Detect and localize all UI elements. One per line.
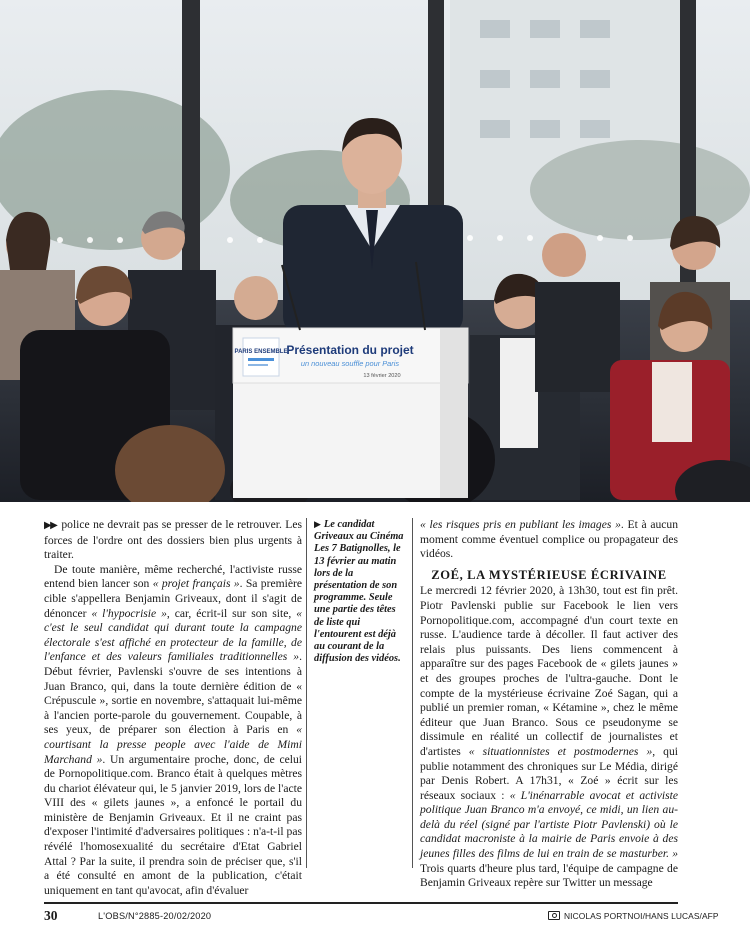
column-divider [412, 518, 413, 868]
paragraph: ▶▶ police ne devrait pas se presser de le retrouver. Les forces de l'ordre ont des dossiers bien plus urgents à traiter. [44, 518, 302, 562]
footer-rule [44, 902, 678, 904]
page-number: 30 [44, 908, 58, 923]
camera-icon [548, 911, 560, 920]
lectern-logo: PARIS ENSEMBLE [234, 349, 288, 355]
article-column-3 [420, 518, 678, 891]
photo-caption: ▶ Le candidat Griveaux au Cinéma Les 7 Batignolles, le 13 février au matin lors de la présentation de son programme. Seule une partie des têtes de liste qui l'entourent est déjà au courant de la diffusion des vidéos. [314, 519, 404, 665]
paragraph: Le mercredi 12 février 2020, à 13h30, tout est fin prêt. Piotr Pavlenski publie sur Facebook le lien vers Pornopolitique.com, accompagné d'un court texte en russe. L'audience tarde à décoller. Il faut activer des relais plus puissants. Des liens commencent à apparaître sur des pages Facebook de « gilets jaunes » et des groupes proches de l'ultra-gauche. Dont le compte de la mystérieuse écrivaine Zoé Sagan, qui a publié un premier roman, « Kétamine », chez le même éditeur que Juan Branco. Sous ce pseudonyme se dissimule en réalité un collectif de journalistes et d'artistes « situationnistes et postmodernes », qui publie notamment des chroniques sur Le Média, dirigé par Denis Robert. A 17h31, « Zoé » écrit sur les réseaux sociaux : « L'inénarrable avocat et activiste politique Juan Branco m'a envoyé, ce midi, un lien au-delà du réel (signé par l'artiste Piotr Pavlenski) où le candidat macroniste à la mairie de Paris envoie à des jeunes filles des films de lui en train de se masturber. » Trois quarts d'heure plus tard, l'équipe de campagne de Benjamin Griveaux repère sur Twitter un message [420, 584, 678, 890]
paragraph: De toute manière, même recherché, l'activiste russe entend bien lancer son « projet français ». Sa première cible s'appellera Benjamin Griveaux, dont il s'agit de dénoncer « l'hypocrisie », car, écrit-il sur son site, « c'est le seul candidat qui durant toute la campagne électorale s'est affiché en protecteur de la famille, de l'enfance et des valeurs familiales traditionnelles ». Début février, Pavlenski s'ouvre de ses intentions à Juan Branco, qui, dans la toute dernière édition de « Crépuscule », sortie en novembre, s'attaquait lui-même à l'ancien porte-parole du gouvernement. Coupable, à ses yeux, de préparer son élection à Paris en « courtisant la presse people avec l'aide de Mimi Marchand ». Un argumentaire proche, donc, de celui de Pornopolitique.com. Branco était à quelques mètres du chariot élévateur qui, le 5 janvier 2019, lors de l'acte VIII des « gilets jaunes », a enfoncé le portail du ministère de Benjamin Griveaux. Et il ne craint pas d'exposer l'intimité d'adversaires politiques : n'a-t-il pas révélé l'homosexualité du secrétaire d'Etat Gabriel Attal ? Par la suite, il prendra soin de préciser que, s'il a été consulté en amont de la publication, c'était uniquement en tant qu'avocat, afin d'évaluer [44, 562, 302, 897]
article-column-1 [44, 518, 302, 898]
paragraph: « les risques pris en publiant les images ». Et à aucun moment comme éventuel complice ou propagateur des vidéos. [420, 518, 679, 561]
lectern-subtitle: un nouveau souffle pour Paris [300, 359, 400, 368]
lectern-date: 13 février 2020 [363, 373, 401, 379]
lectern-title: Présentation du projet [286, 343, 414, 357]
caption-triangle-icon: ▶ [314, 519, 321, 529]
issue-info: L'OBS/N°2885-20/02/2020 [98, 911, 212, 921]
photo-credit: NICOLAS PORTNOI/HANS LUCAS/AFP [548, 911, 719, 921]
continuation-arrow-icon: ▶▶ [44, 520, 57, 531]
column-divider [306, 518, 307, 868]
section-heading: ZOÉ, LA MYSTÉRIEUSE ÉCRIVAINE [431, 567, 667, 582]
